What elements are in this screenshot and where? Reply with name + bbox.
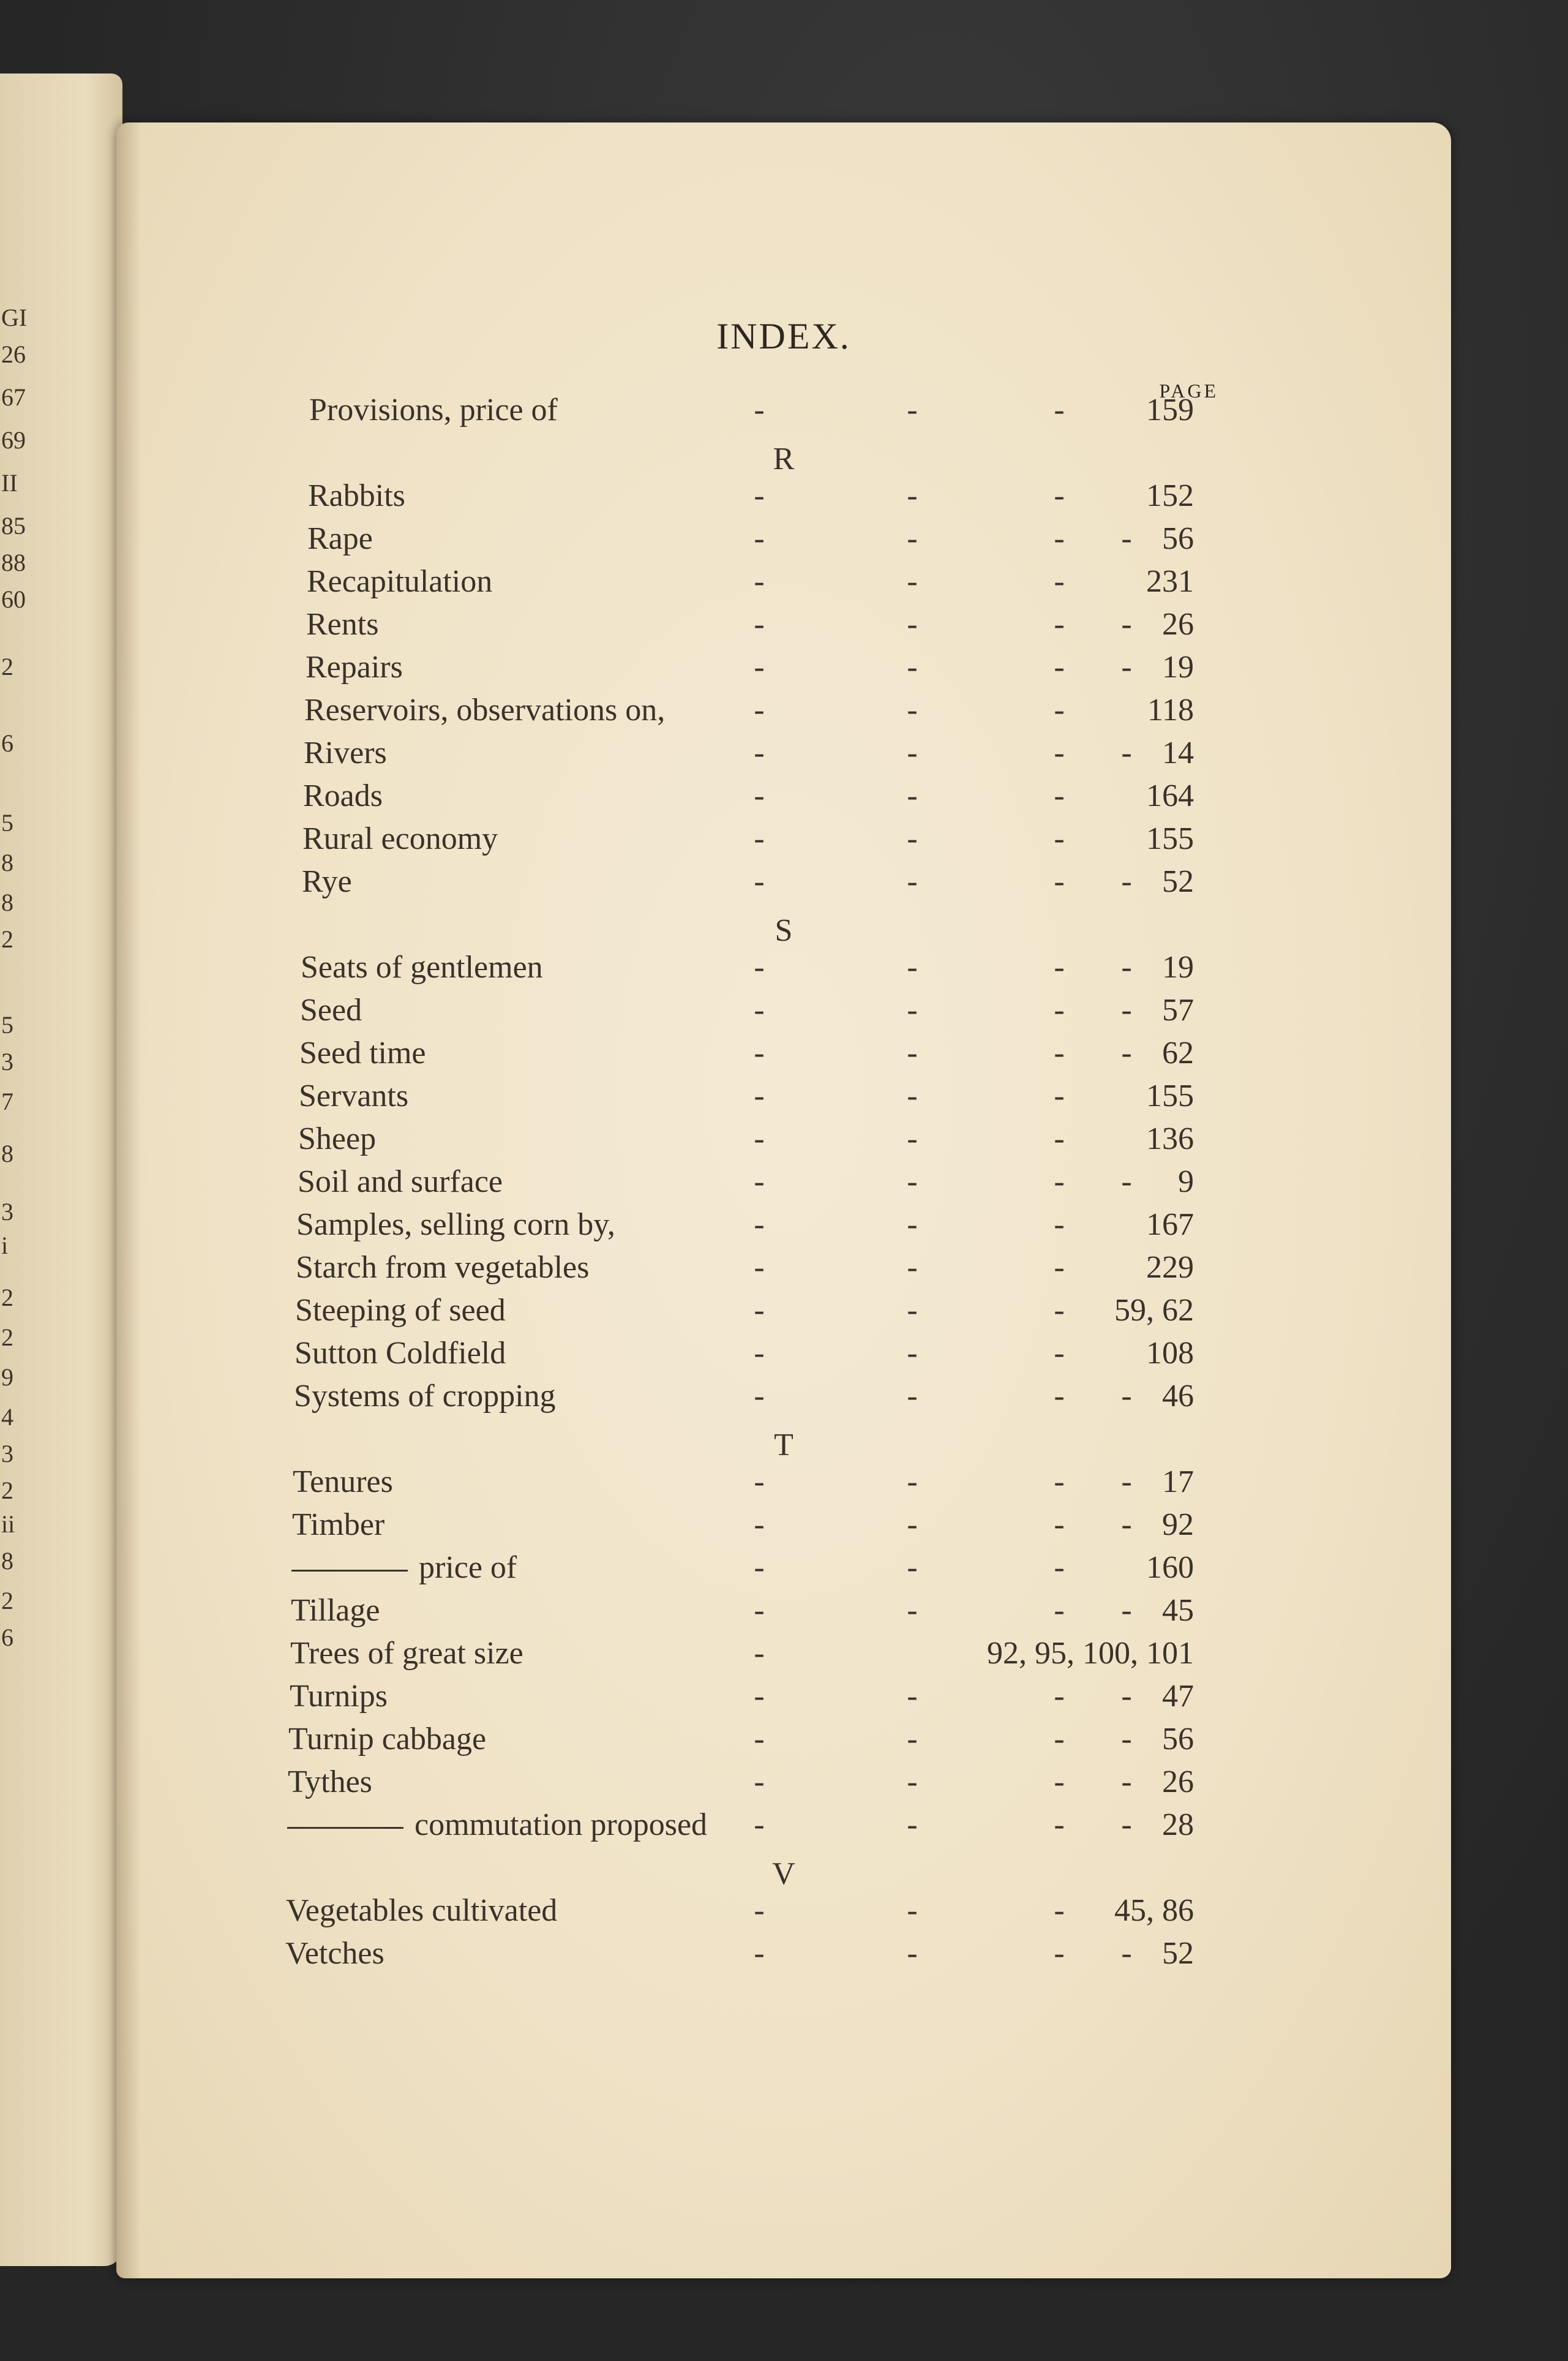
leader-dash: - (1054, 521, 1065, 556)
leader-dash: - (754, 1636, 765, 1671)
section-letter: S (775, 913, 793, 948)
leader-dash: - (1054, 736, 1065, 770)
left-margin-text: 85 (1, 512, 26, 540)
leader-dash: - (907, 1464, 918, 1499)
entry-term: Starch from vegetables (296, 1250, 590, 1285)
left-margin-text: 8 (1, 889, 13, 916)
page-number: 62 (1162, 1036, 1194, 1071)
leader-dash: - (907, 1593, 918, 1628)
leader-dash: - (1054, 1722, 1065, 1757)
left-margin-text: 5 (1, 1011, 13, 1039)
leader-dash: - (754, 1722, 765, 1757)
leader-dash: - (1054, 1121, 1065, 1156)
leader-dash: - (1054, 1336, 1065, 1371)
leader-dash: - (754, 1250, 765, 1285)
page-title: INDEX. (716, 316, 851, 356)
leader-dash: - (907, 1036, 918, 1071)
entry-term: Tillage (291, 1593, 380, 1628)
entry-term: Soil and surface (298, 1164, 503, 1199)
previous-page-edge (0, 73, 122, 2266)
index-entry (116, 521, 1451, 563)
entry-term: Vegetables cultivated (286, 1893, 558, 1928)
leader-dash: - (1121, 1593, 1132, 1628)
index-entry (116, 1935, 1451, 1978)
leader-dash: - (1054, 1679, 1065, 1714)
leader-dash: - (1054, 993, 1065, 1028)
leader-dash: - (1121, 607, 1132, 642)
leader-dash: - (754, 1164, 765, 1199)
left-margin-text: 2 (1, 1284, 13, 1311)
leader-dash: - (1121, 1722, 1132, 1757)
left-margin-text: 8 (1, 849, 13, 876)
left-margin-text: 4 (1, 1403, 13, 1431)
leader-dash: - (1054, 1079, 1065, 1113)
page-number: 160 (1146, 1550, 1194, 1585)
leader-dash: - (754, 1336, 765, 1371)
entry-term: Trees of great size (290, 1636, 523, 1671)
page-number: 155 (1146, 1079, 1194, 1113)
leader-dash: - (754, 1936, 765, 1971)
page-number: 108 (1146, 1336, 1194, 1371)
leader-dash: - (907, 1079, 918, 1113)
entry-term: Seed (300, 993, 362, 1028)
page-number: 47 (1162, 1679, 1194, 1714)
index-list (116, 122, 1451, 2278)
page-number: 19 (1162, 650, 1194, 685)
entry-term: Seats of gentlemen (301, 950, 543, 985)
leader-dash: - (1054, 478, 1065, 513)
page-number: 159 (1146, 393, 1194, 427)
leader-dash: - (1121, 736, 1132, 770)
leader-dash: - (1121, 993, 1132, 1028)
left-margin-text: 9 (1, 1363, 13, 1391)
leader-dash: - (754, 1293, 765, 1328)
leader-dash: - (754, 1550, 765, 1585)
left-margin-text: ii (1, 1510, 15, 1538)
index-entry (116, 1335, 1451, 1378)
entry-term: Turnips (290, 1679, 388, 1714)
page-number: 59, 62 (1114, 1293, 1194, 1328)
left-margin-text: GI (1, 304, 28, 331)
entry-term: Steeping of seed (295, 1293, 506, 1328)
index-entry (116, 563, 1451, 606)
entry-term: Rural economy (302, 821, 498, 856)
leader-dash: - (907, 607, 918, 642)
leader-dash: - (1121, 521, 1132, 556)
leader-dash: - (1054, 393, 1065, 427)
leader-dash: - (907, 478, 918, 513)
index-entry (116, 1078, 1451, 1121)
index-entry (116, 1807, 1451, 1850)
entry-term: Vetches (285, 1936, 384, 1971)
leader-dash: - (907, 1336, 918, 1371)
index-entry (116, 1035, 1451, 1078)
index-entry (116, 1121, 1451, 1164)
leader-dash: - (1121, 650, 1132, 685)
leader-dash: - (907, 564, 918, 599)
leader-dash: - (1054, 1893, 1065, 1928)
leader-dash: - (754, 778, 765, 813)
page-column-label: PAGE (1159, 380, 1218, 402)
index-entry (116, 1592, 1451, 1635)
left-margin-text: 2 (1, 1324, 13, 1351)
index-entry (116, 1764, 1451, 1807)
left-margin-text: 8 (1, 1547, 13, 1575)
index-entry (116, 1207, 1451, 1249)
page-number: 56 (1162, 1722, 1194, 1757)
leader-dash: - (1054, 1250, 1065, 1285)
entry-term: Systems of cropping (294, 1379, 556, 1414)
left-margin-text: 2 (1, 653, 13, 680)
leader-dash: - (907, 1679, 918, 1714)
page-number: 14 (1162, 736, 1194, 770)
left-margin-text: 60 (1, 586, 26, 613)
leader-dash: - (907, 736, 918, 770)
leader-dash: - (754, 650, 765, 685)
sub-entry (287, 1807, 707, 1843)
leader-dash: - (1054, 693, 1065, 728)
index-entry (116, 949, 1451, 992)
leader-dash: - (754, 564, 765, 599)
leader-dash: - (1054, 1464, 1065, 1499)
leader-dash: - (1054, 1507, 1065, 1542)
leader-dash: - (907, 393, 918, 427)
entry-term: Sheep (298, 1121, 377, 1156)
leader-dash: - (1054, 564, 1065, 599)
leader-dash: - (754, 1507, 765, 1542)
ditto-rule (291, 1570, 408, 1572)
leader-dash: - (754, 1036, 765, 1071)
page-number: 57 (1162, 993, 1194, 1028)
entry-term: Turnip cabbage (288, 1722, 487, 1757)
section-letter: R (773, 442, 795, 476)
left-margin-text: 8 (1, 1140, 13, 1167)
leader-dash: - (754, 1379, 765, 1414)
entry-term: Tenures (293, 1464, 393, 1499)
leader-dash: - (1121, 1936, 1132, 1971)
page-number: 28 (1162, 1807, 1194, 1842)
left-margin-text: 2 (1, 1477, 13, 1504)
left-margin-text: 69 (1, 426, 26, 454)
leader-dash: - (754, 1464, 765, 1499)
leader-dash: - (1054, 1550, 1065, 1585)
page-number: 155 (1146, 821, 1194, 856)
page-number: 229 (1146, 1250, 1194, 1285)
leader-dash: - (754, 1593, 765, 1628)
leader-dash: - (907, 1936, 918, 1971)
leader-dash: - (1121, 864, 1132, 899)
page-number: 26 (1162, 607, 1194, 642)
index-entry (116, 478, 1451, 521)
index-entry (116, 1507, 1451, 1550)
left-margin-text: 67 (1, 383, 26, 411)
page-number: 164 (1146, 778, 1194, 813)
leader-dash: - (907, 1807, 918, 1842)
left-margin-text: 6 (1, 1624, 13, 1651)
page-number: 56 (1162, 521, 1194, 556)
leader-dash: - (754, 821, 765, 856)
leader-dash: - (754, 607, 765, 642)
entry-term: price of (419, 1550, 517, 1585)
leader-dash: - (1121, 1379, 1132, 1414)
leader-dash: - (1054, 821, 1065, 856)
left-margin-text: 2 (1, 925, 13, 953)
page-number: 9 (1178, 1164, 1194, 1199)
section-letter: V (772, 1856, 795, 1891)
left-margin-text: 3 (1, 1198, 13, 1226)
leader-dash: - (1054, 1593, 1065, 1628)
entry-term: Rape (307, 521, 373, 556)
index-entry (116, 1292, 1451, 1335)
leader-dash: - (754, 736, 765, 770)
leader-dash: - (1121, 1507, 1132, 1542)
index-entry (116, 735, 1451, 778)
leader-dash: - (1121, 1807, 1132, 1842)
leader-dash: - (754, 1121, 765, 1156)
page-number: 17 (1162, 1464, 1194, 1499)
leader-dash: - (1054, 1293, 1065, 1328)
leader-dash: - (907, 1379, 918, 1414)
page-number: 152 (1146, 478, 1194, 513)
leader-dash: - (754, 993, 765, 1028)
leader-dash: - (907, 821, 918, 856)
leader-dash: - (907, 1893, 918, 1928)
leader-dash: - (754, 1679, 765, 1714)
page-number: 52 (1162, 1936, 1194, 1971)
leader-dash: - (907, 993, 918, 1028)
index-entry (116, 821, 1451, 864)
leader-dash: - (1054, 1164, 1065, 1199)
leader-dash: - (1054, 1807, 1065, 1842)
entry-term: Samples, selling corn by, (296, 1207, 615, 1242)
entry-term: Rye (302, 864, 352, 899)
leader-dash: - (1054, 1379, 1065, 1414)
left-margin-text: 7 (1, 1088, 13, 1115)
page-number: 92, 95, 100, 101 (987, 1636, 1194, 1671)
entry-term: Recapitulation (307, 564, 493, 599)
leader-dash: - (907, 1121, 918, 1156)
leader-dash: - (907, 1164, 918, 1199)
leader-dash: - (754, 1207, 765, 1242)
left-margin-text: 6 (1, 729, 13, 757)
index-entry (116, 1635, 1451, 1678)
leader-dash: - (907, 521, 918, 556)
entry-term: Reservoirs, observations on, (304, 693, 666, 728)
entry-term: Repairs (306, 650, 403, 685)
index-entry (116, 1249, 1451, 1292)
leader-dash: - (1121, 1164, 1132, 1199)
left-margin-text: II (1, 469, 18, 497)
leader-dash: - (1054, 864, 1065, 899)
page-number: 46 (1162, 1379, 1194, 1414)
leader-dash: - (1121, 1679, 1132, 1714)
index-entry (116, 1164, 1451, 1207)
leader-dash: - (1054, 650, 1065, 685)
leader-dash: - (1054, 1036, 1065, 1071)
leader-dash: - (754, 950, 765, 985)
ditto-rule (287, 1827, 403, 1829)
page-number: 45 (1162, 1593, 1194, 1628)
index-entry (116, 1721, 1451, 1764)
index-entry (116, 992, 1451, 1035)
leader-dash: - (907, 778, 918, 813)
leader-dash: - (754, 1764, 765, 1799)
entry-term: Sutton Coldfield (294, 1336, 506, 1371)
leader-dash: - (907, 864, 918, 899)
leader-dash: - (1054, 1936, 1065, 1971)
leader-dash: - (754, 393, 765, 427)
entry-term: Servants (299, 1079, 409, 1113)
page-number: 92 (1162, 1507, 1194, 1542)
page-number: 45, 86 (1114, 1893, 1194, 1928)
leader-dash: - (754, 521, 765, 556)
section-letter: T (774, 1428, 793, 1463)
leader-dash: - (754, 864, 765, 899)
page-number: 52 (1162, 864, 1194, 899)
leader-dash: - (1054, 778, 1065, 813)
index-entry (116, 1892, 1451, 1935)
leader-dash: - (1054, 950, 1065, 985)
leader-dash: - (1121, 1464, 1132, 1499)
entry-term: Provisions, price of (309, 393, 558, 427)
left-margin-text: 5 (1, 809, 13, 837)
leader-dash: - (754, 1079, 765, 1113)
leader-dash: - (907, 650, 918, 685)
leader-dash: - (907, 1207, 918, 1242)
leader-dash: - (1054, 607, 1065, 642)
leader-dash: - (754, 693, 765, 728)
entry-term: Rents (306, 607, 379, 642)
leader-dash: - (907, 1250, 918, 1285)
index-entry (116, 864, 1451, 906)
page-number: 26 (1162, 1764, 1194, 1799)
leader-dash: - (1121, 1036, 1132, 1071)
leader-dash: - (907, 1764, 918, 1799)
page-number: 167 (1146, 1207, 1194, 1242)
leader-dash: - (907, 1722, 918, 1757)
left-margin-text: 26 (1, 341, 26, 368)
left-margin-text: 88 (1, 549, 26, 576)
page-number: 136 (1146, 1121, 1194, 1156)
left-margin-text: 3 (1, 1440, 13, 1467)
left-margin-text: 2 (1, 1587, 13, 1614)
index-entry (116, 692, 1451, 735)
page-number: 19 (1162, 950, 1194, 985)
index-entry (116, 1550, 1451, 1592)
leader-dash: - (907, 1550, 918, 1585)
index-entry (116, 649, 1451, 692)
entry-term: Rabbits (308, 478, 405, 513)
index-page (116, 122, 1451, 2278)
sub-entry (291, 1550, 517, 1586)
index-entry (116, 1464, 1451, 1507)
leader-dash: - (907, 693, 918, 728)
leader-dash: - (754, 478, 765, 513)
entry-term: Tythes (288, 1764, 372, 1799)
entry-term: Roads (303, 778, 383, 813)
leader-dash: - (754, 1807, 765, 1842)
index-entry (116, 1378, 1451, 1421)
leader-dash: - (1054, 1207, 1065, 1242)
entry-term: Timber (292, 1507, 385, 1542)
leader-dash: - (907, 1507, 918, 1542)
index-entry (116, 392, 1451, 435)
page-number: 118 (1147, 693, 1194, 728)
leader-dash: - (754, 1893, 765, 1928)
entry-term: commutation proposed (415, 1807, 708, 1842)
entry-term: Seed time (299, 1036, 426, 1071)
index-entry (116, 778, 1451, 821)
index-entry (116, 1678, 1451, 1721)
leader-dash: - (1054, 1764, 1065, 1799)
leader-dash: - (1121, 1764, 1132, 1799)
entry-term: Rivers (304, 736, 387, 770)
left-margin-text: i (1, 1232, 9, 1259)
leader-dash: - (907, 1293, 918, 1328)
leader-dash: - (1121, 950, 1132, 985)
index-entry (116, 606, 1451, 649)
left-margin-text: 3 (1, 1048, 13, 1075)
page-number: 231 (1146, 564, 1194, 599)
leader-dash: - (907, 950, 918, 985)
